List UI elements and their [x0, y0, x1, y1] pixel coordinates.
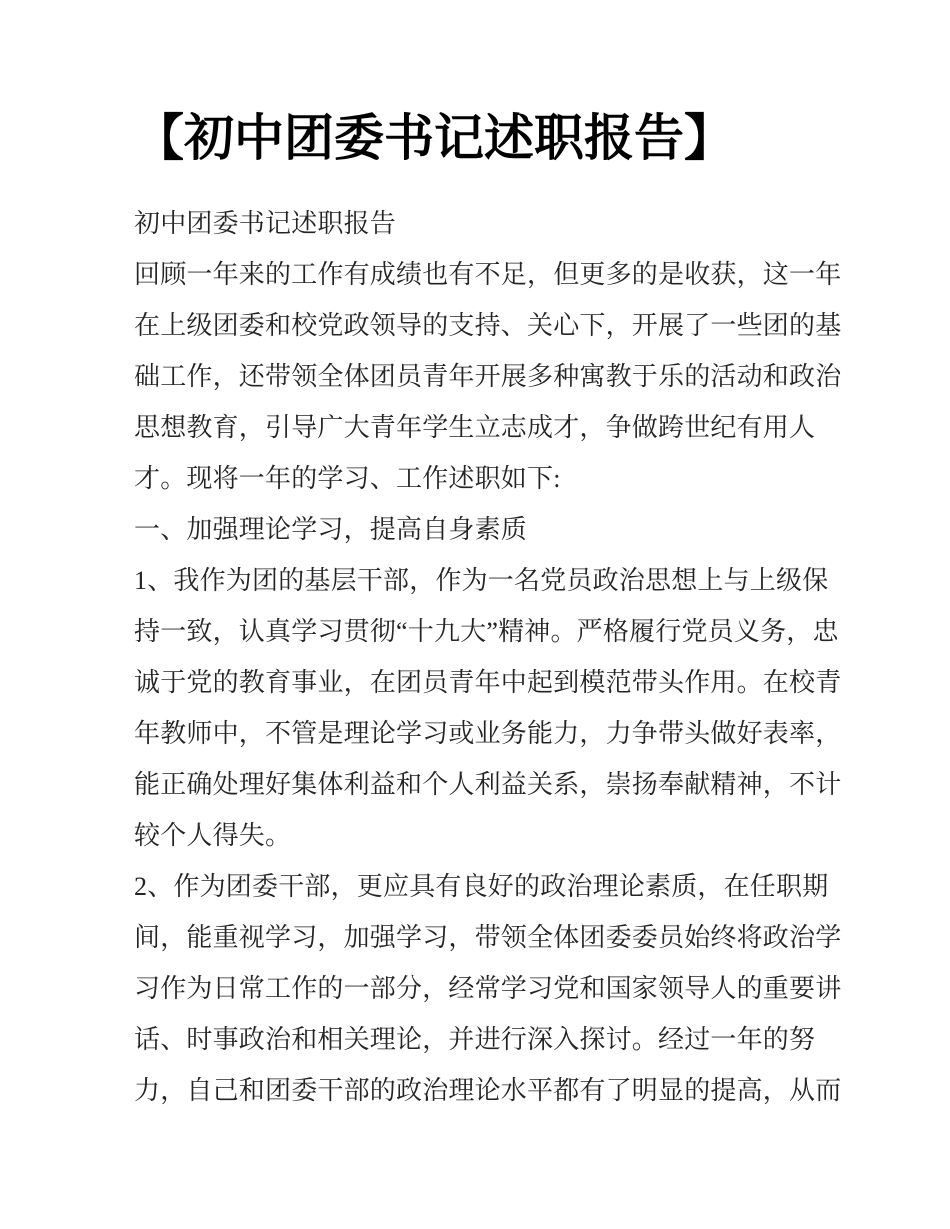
section-heading-line: 一、加强理论学习，提高自身素质	[134, 515, 528, 544]
text-line: 思想教育，引导广大青年学生立志成才，争做跨世纪有用人	[134, 413, 816, 442]
text-line: 间，能重视学习，加强学习，带领全体团委委员始终将政治学	[134, 923, 842, 952]
text-line: 持一致，认真学习贯彻“十九大”精神。严格履行党员义务，忠	[134, 617, 839, 646]
text-line: 较个人得失。	[134, 821, 292, 850]
document-title: 【初中团委书记述职报告】	[134, 110, 734, 166]
document-body	[134, 198, 842, 1116]
text-line: 才。现将一年的学习、工作述职如下:	[134, 464, 561, 493]
text-line: 回顾一年来的工作有成绩也有不足，但更多的是收获，这一年	[134, 260, 842, 289]
text-line: 础工作，还带领全体团员青年开展多种寓教于乐的活动和政治	[134, 362, 842, 391]
text-line: 能正确处理好集体利益和个人利益关系，崇扬奉献精神，不计	[134, 770, 842, 799]
text-line: 诚于党的教育事业，在团员青年中起到模范带头作用。在校青	[134, 668, 842, 697]
text-line: 力，自己和团委干部的政治理论水平都有了明显的提高，从而	[134, 1076, 842, 1105]
text-line: 初中团委书记述职报告	[134, 209, 397, 238]
text-line: 在上级团委和校党政领导的支持、关心下，开展了一些团的基	[134, 311, 842, 340]
text-line: 习作为日常工作的一部分，经常学习党和国家领导人的重要讲	[134, 974, 842, 1003]
text-line: 话、时事政治和相关理论，并进行深入探讨。经过一年的努	[134, 1025, 816, 1054]
text-line: 1、我作为团的基层干部，作为一名党员政治思想上与上级保	[134, 566, 829, 595]
text-line: 2、作为团委干部，更应具有良好的政治理论素质，在任职期	[134, 872, 829, 901]
text-line: 年教师中，不管是理论学习或业务能力，力争带头做好表率，	[134, 719, 842, 748]
